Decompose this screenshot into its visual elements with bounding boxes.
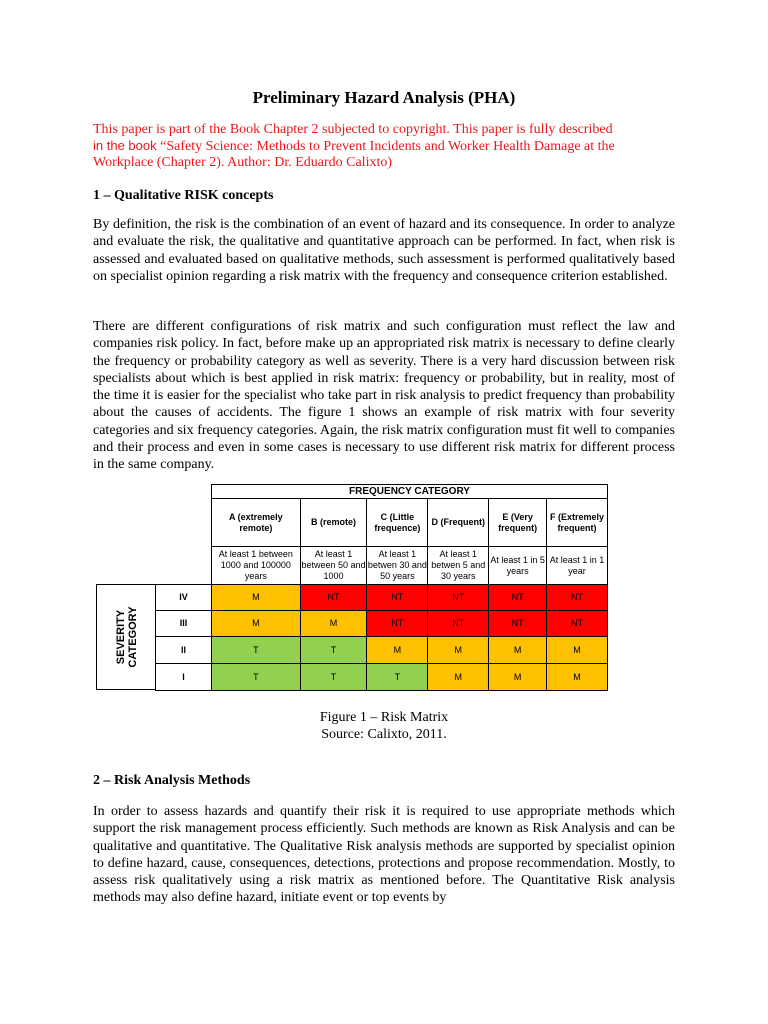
column-e-range: At least 1 in 5 years (489, 547, 547, 585)
cell-i-f: M (547, 664, 608, 691)
notice-line-2-prefix: in the book (93, 138, 157, 153)
column-f-range: At least 1 in 1 year (547, 547, 608, 585)
figure-caption (0, 709, 768, 743)
risk-matrix-figure (96, 484, 608, 690)
notice-line-1: This paper is part of the Book Chapter 2 subjected to copyright. This paper is fully described (93, 122, 613, 137)
paragraph-text: In order to assess hazards and quantify their risk it is required to use appropriate methods which support the risk management process efficiently. Such methods are known as Risk Analysis and can be qualitative and quantitative. The Qualitative Risk analysis methods are supported by specialist opinion to define hazard, cause, consequences, detections, protections and propose recommendation. Mostly, to assess risk qualitatively using a risk matrix as mentioned before. The Quantitative Risk analysis methods may also define hazard, initiate event or top events by (93, 804, 675, 906)
cell-iii-e: NT (489, 611, 547, 637)
paragraph-text: There are different configurations of risk matrix and such configuration must reflect the law and companies risk policy. In fact, before make up an appropriated risk matrix is necessary to define clearly the frequency or probability category as well as severity. There is a very hard discussion between risk specialists about which is best applied in risk matrix: frequency or probability, but in reality, most of the time it is easier for the specialist who take part in risk analysis to predict frequency than probability about the causes of accidents. The figure 1 shows an example of risk matrix with four severity categories and six frequency categories. Again, the risk matrix configuration must fit well to companies and their process and even in some cases is necessary to use different risk matrix for different process in the same company. (93, 319, 675, 473)
cell-i-b: T (300, 664, 367, 691)
severity-label-box (96, 584, 156, 690)
column-f-name: F (Extremely frequent) (547, 499, 608, 547)
section-1-paragraph-2 (93, 318, 675, 474)
cell-i-c: T (367, 664, 428, 691)
cell-ii-c: M (367, 637, 428, 664)
frequency-category-header: FREQUENCY CATEGORY (212, 485, 608, 499)
cell-ii-b: T (300, 637, 367, 664)
section-2-paragraph-1 (93, 803, 675, 907)
cell-iv-f: NT (547, 585, 608, 611)
cell-i-d: M (428, 664, 489, 691)
cell-iii-a: M (212, 611, 301, 637)
severity-roman-column (155, 584, 212, 691)
severity-label-line-2: CATEGORY (127, 606, 139, 668)
column-d-name: D (Frequent) (428, 499, 489, 547)
severity-iii: III (156, 611, 212, 637)
cell-ii-e: M (489, 637, 547, 664)
cell-iv-a: M (212, 585, 301, 611)
notice-line-2-rest: “Safety Science: Methods to Prevent Incidents and Worker Health Damage at the (156, 139, 615, 154)
cell-iii-f: NT (547, 611, 608, 637)
severity-i: I (156, 664, 212, 691)
cell-i-a: T (212, 664, 301, 691)
severity-iv: IV (156, 585, 212, 611)
figure-caption-source: Source: Calixto, 2011. (321, 727, 447, 742)
cell-iii-b: M (300, 611, 367, 637)
paragraph-text: By definition, the risk is the combination of an event of hazard and its consequence. In order to analyze and evaluate the risk, the qualitative and quantitative approach can be performed. In fact, when risk is assessed and evaluated based on qualitative methods, such assessment is performed qualitatively based on specialist opinion regarding a risk matrix with the frequency and consequence criterion established. (93, 217, 675, 284)
column-a-range: At least 1 between 1000 and 100000 years (212, 547, 301, 585)
cell-iv-d: NT (428, 585, 489, 611)
column-e-name: E (Very frequent) (489, 499, 547, 547)
cell-ii-d: M (428, 637, 489, 664)
notice-line-2 (93, 138, 675, 155)
cell-iii-c: NT (367, 611, 428, 637)
severity-category-label (115, 585, 139, 689)
figure-caption-title: Figure 1 – Risk Matrix (319, 710, 449, 725)
cell-iv-b: NT (300, 585, 367, 611)
column-b-name: B (remote) (300, 499, 367, 547)
column-a-name: A (extremely remote) (212, 499, 301, 547)
severity-label-line-1: SEVERITY (115, 609, 127, 665)
cell-ii-a: T (212, 637, 301, 664)
section-1-heading: 1 – Qualitative RISK concepts (93, 188, 274, 203)
severity-ii: II (156, 637, 212, 664)
column-c-name: C (Little frequence) (367, 499, 428, 547)
cell-iii-d: NT (428, 611, 489, 637)
cell-iv-c: NT (367, 585, 428, 611)
section-2-heading: 2 – Risk Analysis Methods (93, 773, 251, 788)
cell-i-e: M (489, 664, 547, 691)
copyright-notice (93, 122, 675, 171)
frequency-grid (211, 484, 608, 691)
column-d-range: At least 1 betwen 5 and 30 years (428, 547, 489, 585)
cell-ii-f: M (547, 637, 608, 664)
page-title: Preliminary Hazard Analysis (PHA) (252, 88, 516, 107)
column-c-range: At least 1 betwen 30 and 50 years (367, 547, 428, 585)
column-b-range: At least 1 between 50 and 1000 (300, 547, 367, 585)
section-1-paragraph-1 (93, 216, 675, 285)
notice-line-3: Workplace (Chapter 2). Author: Dr. Eduardo Calixto) (93, 155, 393, 170)
cell-iv-e: NT (489, 585, 547, 611)
